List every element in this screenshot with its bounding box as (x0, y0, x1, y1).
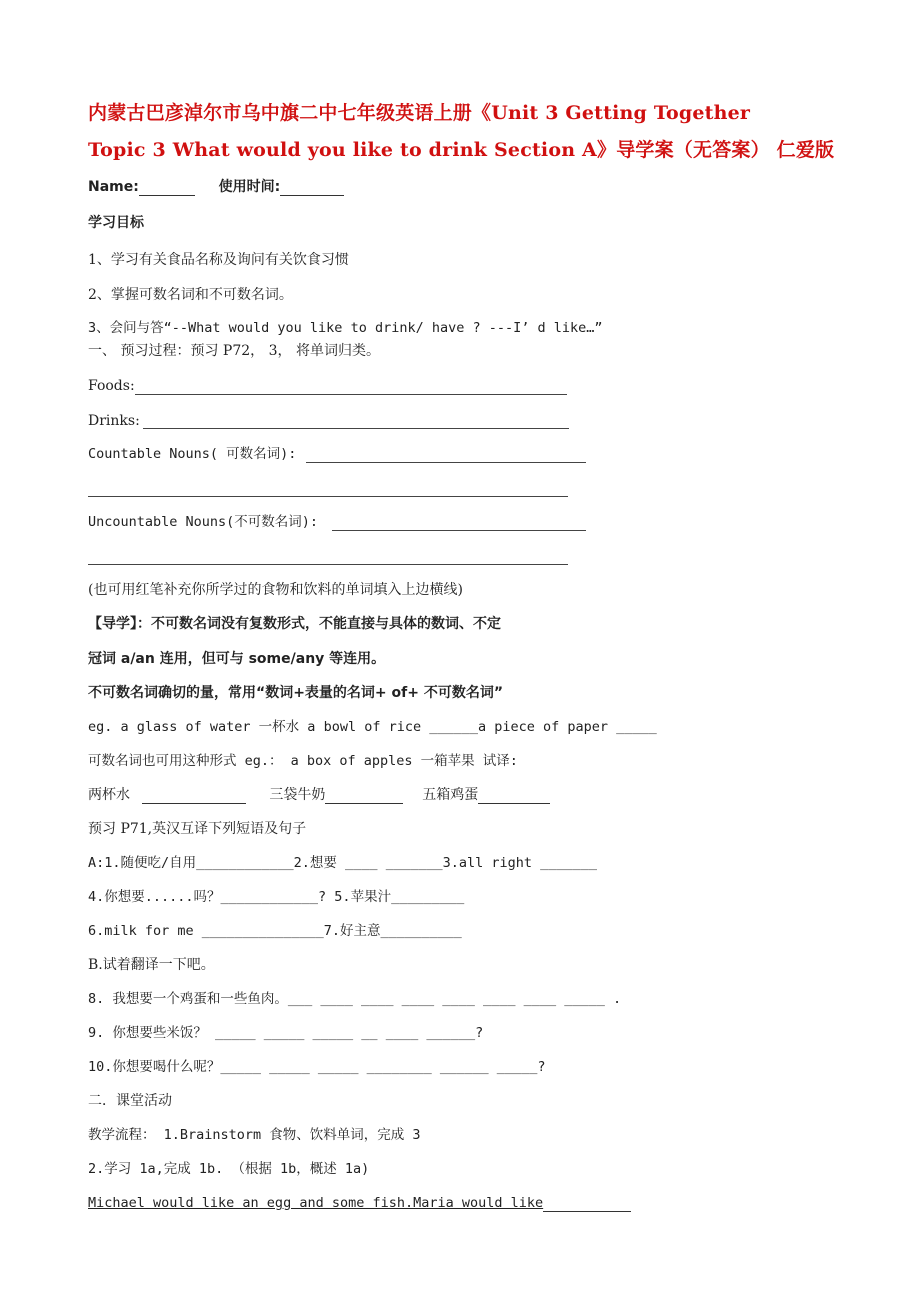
translate-row-4: 4.你想要......吗？____________? 5.苹果汁_________ (88, 889, 465, 905)
goal-item-2: 2、掌握可数名词和不可数名词。 (88, 287, 293, 303)
practice-item-2: 三袋牛奶 (269, 787, 326, 803)
practice-item-1: 两杯水 (88, 787, 130, 803)
translate-row-6: 6.milk for me _______________7.好主意__________ (88, 923, 462, 939)
name-blank[interactable] (139, 181, 195, 196)
drinks-blank[interactable] (143, 428, 569, 429)
goal-item-3: 3、会问与答“--What would you like to drink/ have ? ---I’ d like…” (88, 320, 603, 336)
meta-row (88, 178, 344, 196)
countable-blank-2[interactable] (88, 496, 568, 497)
sentence-8: 8. 我想要一个鸡蛋和一些鱼肉。___ ____ ____ ____ ____ ____ ____ _____ . (88, 991, 622, 1007)
summary-sentence-row (88, 1194, 631, 1212)
uncountable-label: Uncountable Nouns(不可数名词): (88, 514, 319, 530)
practice-blank-1[interactable] (142, 789, 246, 804)
translate-a-line: A:1.随便吃/自用____________2.想要 ____ _______3.all right _______ (88, 855, 598, 871)
foods-label: Foods: (88, 378, 135, 394)
uncountable-blank-1[interactable] (332, 530, 586, 531)
practice-blank-3[interactable] (478, 789, 550, 804)
guide-line-1: 【导学】：不可数名词没有复数形式，不能直接与具体的数词、不定 (88, 616, 501, 632)
countable-blank-1[interactable] (306, 462, 586, 463)
classroom-step-2: 2.学习 1a,完成 1b. （根据 1b，概述 1a) (88, 1161, 370, 1177)
title-line-2: Topic 3 What would you like to drink Section A》导学案（无答案） 仁爱版 (88, 139, 835, 161)
time-label: 使用时间: (218, 179, 281, 195)
preview-heading: 一、 预习过程：预习 P72， 3， 将单词归类。 (88, 343, 380, 359)
title-line-1: 内蒙古巴彦淖尔市乌中旗二中七年级英语上册《Unit 3 Getting Together (88, 102, 751, 124)
summary-blank[interactable] (543, 1197, 631, 1212)
summary-sentence: Michael would like an egg and some fish.Maria would like (88, 1195, 544, 1211)
guide-line-3: 不可数名词确切的量，常用“数词+表量的名词+ of+ 不可数名词” (88, 685, 504, 701)
goals-heading: 学习目标 (88, 215, 144, 231)
practice-row (88, 786, 550, 804)
translate-heading: 预习 P71,英汉互译下列短语及句子 (88, 821, 307, 837)
practice-blank-2[interactable] (325, 789, 403, 804)
countable-label: Countable Nouns( 可数名词): (88, 446, 297, 462)
name-label: Name: (88, 179, 139, 195)
countable-form: 可数名词也可用这种形式 eg.： a box of apples 一箱苹果 试译: (88, 753, 518, 769)
preview-note: (也可用红笔补充你所学过的食物和饮料的单词填入上边横线) (88, 582, 463, 598)
guide-example: eg. a glass of water 一杯水 a bowl of rice ______a piece of paper _____ (88, 719, 657, 735)
classroom-flow: 教学流程： 1.Brainstorm 食物、饮料单词，完成 3 (88, 1127, 421, 1143)
classroom-heading: 二．课堂活动 (88, 1093, 172, 1109)
practice-item-3: 五箱鸡蛋 (422, 787, 479, 803)
uncountable-blank-2[interactable] (88, 564, 568, 565)
drinks-label: Drinks: (88, 413, 140, 429)
sentence-10: 10.你想要喝什么呢？_____ _____ _____ ________ ______ _____? (88, 1059, 546, 1075)
translate-b-heading: B.试着翻译一下吧。 (88, 957, 215, 973)
goal-item-1: 1、学习有关食品名称及询问有关饮食习惯 (88, 252, 349, 268)
foods-blank[interactable] (135, 394, 567, 395)
guide-line-2: 冠词 a/an 连用，但可与 some/any 等连用。 (88, 651, 386, 667)
time-blank[interactable] (280, 181, 344, 196)
sentence-9: 9. 你想要些米饭？ _____ _____ _____ __ ____ ______? (88, 1025, 484, 1041)
